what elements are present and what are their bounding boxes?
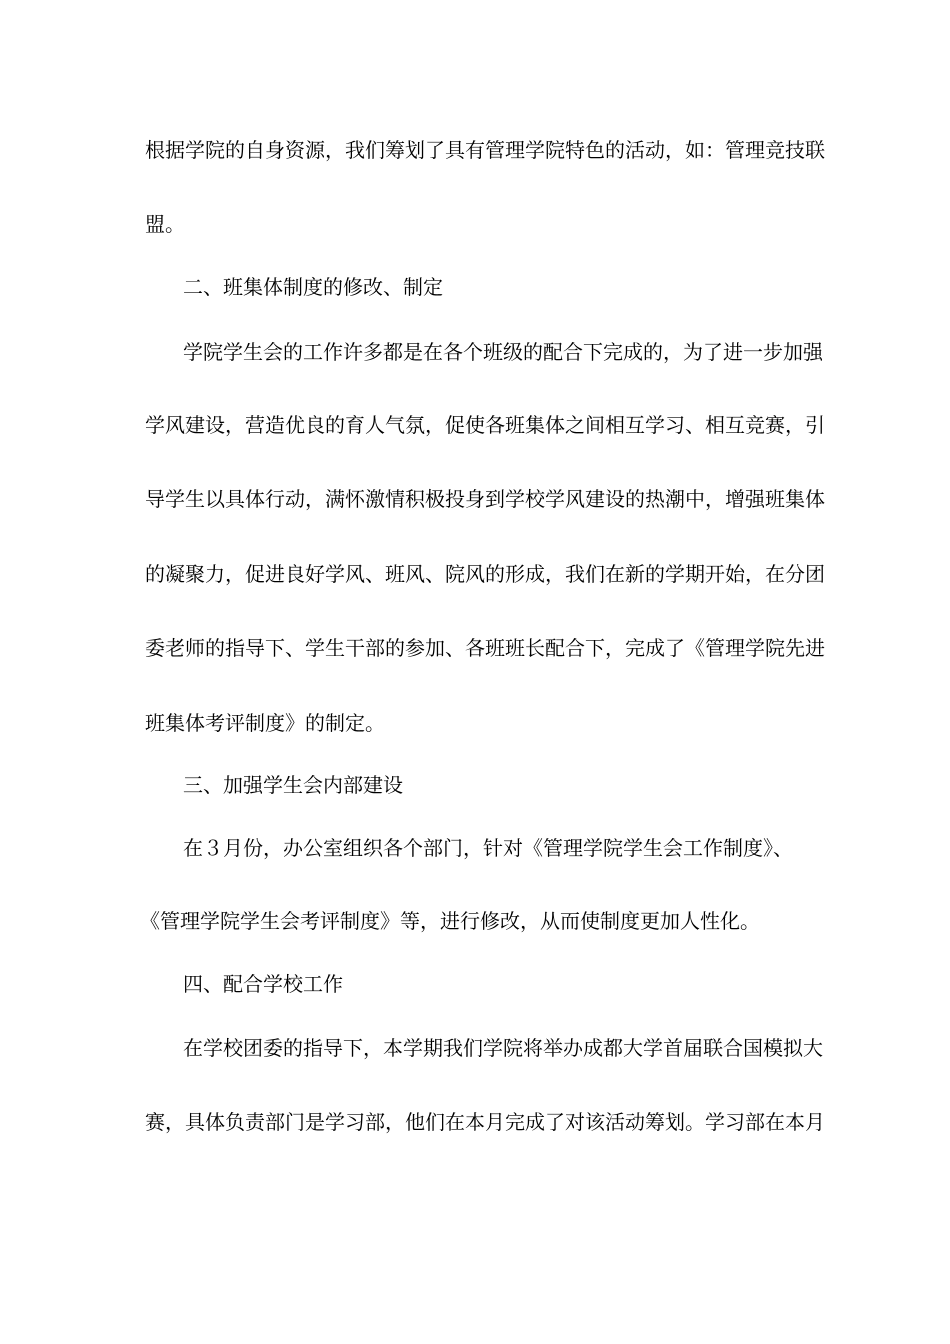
section-heading: 二、班集体制度的修改、制定 <box>183 275 443 299</box>
body-text-line: 在３月份，办公室组织各个部门，针对《管理学院学生会工作制度》、 <box>183 836 793 860</box>
body-text-line: 盟。 <box>145 212 185 236</box>
body-text-line: 委老师的指导下、学生干部的参加、各班班长配合下，完成了《管理学院先进 <box>145 636 825 660</box>
section-heading: 三、加强学生会内部建设 <box>183 773 403 797</box>
body-text-line: 导学生以具体行动，满怀激情积极投身到学校学风建设的热潮中，增强班集体 <box>145 487 825 511</box>
body-text-line: 学风建设，营造优良的育人气氛，促使各班集体之间相互学习、相互竞赛，引 <box>145 413 825 437</box>
body-text-line: 根据学院的自身资源，我们筹划了具有管理学院特色的活动，如：管理竞技联 <box>145 138 825 162</box>
body-text-line: 《管理学院学生会考评制度》等，进行修改，从而使制度更加人性化。 <box>140 909 760 933</box>
body-text-line: 的凝聚力，促进良好学风、班风、院风的形成，我们在新的学期开始，在分团 <box>145 562 825 586</box>
section-heading: 四、配合学校工作 <box>183 972 343 996</box>
body-text-line: 赛，具体负责部门是学习部，他们在本月完成了对该活动筹划。学习部在本月 <box>145 1110 825 1134</box>
body-text-line: 在学校团委的指导下，本学期我们学院将举办成都大学首届联合国模拟大 <box>183 1036 823 1060</box>
body-text-line: 班集体考评制度》的制定。 <box>145 711 385 735</box>
body-text-line: 学院学生会的工作许多都是在各个班级的配合下完成的，为了进一步加强 <box>183 340 823 364</box>
